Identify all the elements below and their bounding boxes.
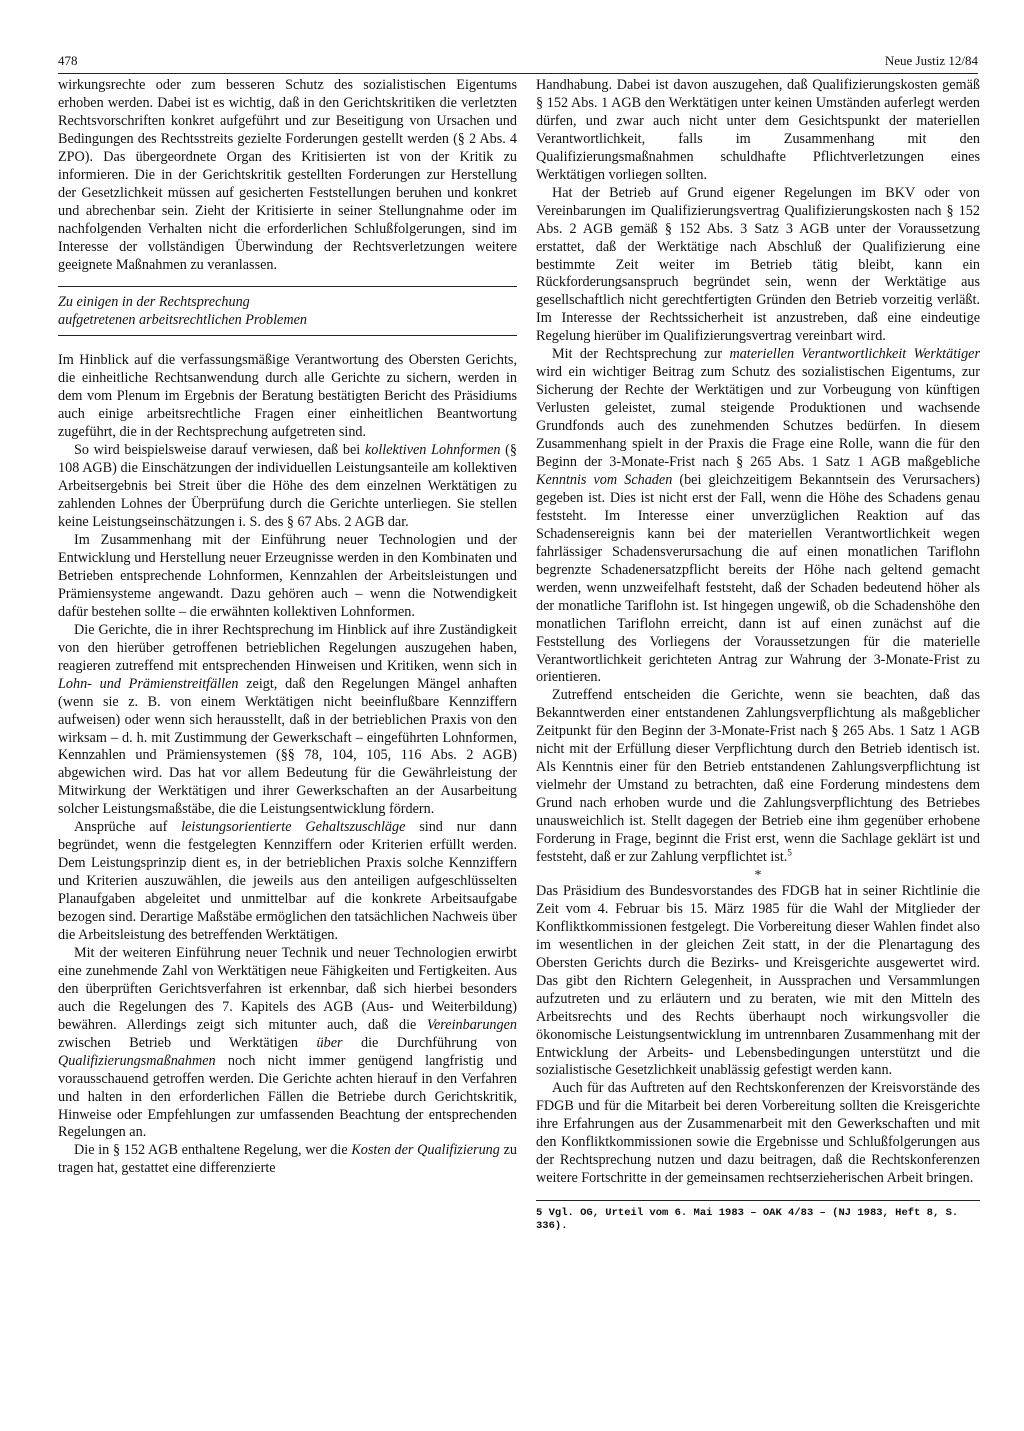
- emphasis: Kosten der Qualifizierung: [351, 1142, 500, 1159]
- section-heading-line-2: aufgetretenen arbeitsrechtlichen Problemen: [58, 312, 307, 329]
- left-paragraph-5: Die Gerichte, die in ihrer Rechtsprechung im Hinblick auf ihre Zuständigkeit von den hierüber getroffenen betrieblichen Regelungen auszugehen haben, reagieren zutreffend mit entsprechenden Hinweisen und Kritiken, wenn sich in Lohn- und Prämienstreitfällen zeigt, daß den Regelungen Mängel anhaften (wenn sie z. B. von einem Werktätigen nicht beeinflußbare Kennziffern aufweisen) oder wenn sich herausstellt, daß in der betrieblichen Praxis von den wirksam – d. h. mit Zustimmung der Gewerkschaft – eingeführten Lohnformen, Kennzahlen und Prämiensystemen (§§ 78, 104, 105, 116 Abs. 2 AGB) abgewichen wird. Das hat vor allem Bedeutung für die Gewährleistung der Mitwirkung der Werktätigen und ihrer Gewerkschaften an der Ausarbeitung solcher Leistungsmaßstäbe, die die Leistungsentwicklung fördern.: [58, 621, 517, 818]
- left-paragraph-1: wirkungsrechte oder zum besseren Schutz des sozialistischen Eigentums erhoben werden. Dabei ist es wichtig, daß in den Gerichtskritiken die verletzten Rechtsvorschriften konkret aufgeführt und zur Beseitigung von Ursachen und Bedingungen des Rechtsstreits gezielte Forderungen gestellt werden (§ 2 Abs. 4 ZPO). Das übergeordnete Organ des Kritisierten ist von der Kritik zu informieren. Die in der Gerichtskritik gestellten Forderungen zur Herstellung der Gesetzlichkeit müssen auf gesicherten Feststellungen beruhen und konkret und abrechenbar sein. Zieht der Kritisierte in seiner Stellungnahme oder im nachfolgenden Verhalten nicht die erforderlichen Schlußfolgerungen, sind im Interesse der vollständigen Überwindung der Rechtsverletzungen weitere geeignete Maßnahmen zu veranlassen.: [58, 77, 517, 273]
- left-paragraph-6: Ansprüche auf leistungsorientierte Gehaltszuschläge sind nur dann begründet, wenn die festgelegten Kennziffern oder Kriterien erfüllt werden. Dem Leistungsprinzip dient es, in der betrieblichen Praxis solche Kennziffern und Kriterien auszuwählen, die jeweils aus den anteiligen aufgeschlüsselten Planaufgaben abgeleitet und unmittelbar auf die konkrete Arbeitsaufgabe bezogen sind. Derartige Maßstäbe ermöglichen den tatsächlichen Nachweis über die Arbeitsleistung des betreffenden Werktätigen.: [58, 819, 517, 943]
- emphasis: Qualifizierungsmaßnahmen: [58, 1052, 216, 1069]
- left-paragraph-3: So wird beispielsweise darauf verwiesen, daß bei kollektiven Lohnformen (§ 108 AGB) die Einschätzungen der individuellen Leistungsanteile am kollektiven Arbeitsergebnis bei Streit über die Höhe des dem einzelnen Werktätigen zu zahlenden Lohnes der Überprüfung durch die Gerichte unterliegen. Sie stellen keine Leistungseinschätzungen i. S. des § 67 Abs. 2 AGB dar.: [58, 442, 517, 531]
- right-paragraph-5: Das Präsidium des Bundesvorstandes des FDGB hat in seiner Richtlinie die Zeit vom 4. Februar bis 15. März 1985 für die Wahl der Mitglieder der Konfliktkommissionen festgelegt. Die Vorbereitung dieser Wahlen findet also im wesentlichen in der gleichen Zeit statt, in der die Plenartagung des Obersten Gerichts durch die Bezirks- und Kreisgerichte ausgewertet wird. Das gibt den Richtern Gelegenheit, in Aussprachen und Versammlungen aufzutreten und zu erläutern und zu beraten, wie mit den Mitteln des Arbeitsrechts und des Rechts überhaupt noch wirkungsvoller die ökonomische Leistungsentwicklung im untrennbaren Zusammenhang mit der Entwicklung der Arbeits- und Lebensbedingungen unterstützt und die sozialistische Gesetzlichkeit unablässig gefestigt werden kann.: [536, 882, 980, 1079]
- page-number: 478: [58, 53, 78, 68]
- emphasis: über: [316, 1034, 343, 1051]
- header-rule: [58, 73, 978, 74]
- emphasis: materiellen Verantwortlichkeit Werktätiger: [729, 346, 980, 363]
- footnote-rule: [536, 1200, 980, 1201]
- page-header: [58, 50, 978, 72]
- right-paragraph-1: Handhabung. Dabei ist davon auszugehen, daß Qualifizierungskosten gemäß § 152 Abs. 1 AGB den Werktätigen unter keinen Umständen auferlegt werden dürfen, und zwar auch nicht unter dem Gesichtspunkt der materiellen Verantwortlichkeit, falls im Zusammenhang mit den Qualifizierungsmaßnahmen schuldhafte Pflichtverletzungen eines Werktätigen vorliegen sollten.: [536, 77, 980, 183]
- left-column: [58, 77, 517, 1178]
- right-paragraph-6: Auch für das Auftreten auf den Rechtskonferenzen der Kreisvorstände des FDGB und für die Mitarbeit bei deren Vorbereitung sollten die Kreisgerichte ihre Erfahrungen aus der Zusammenarbeit mit den Gewerkschaften und mit den Konfliktkommissionen sowie die Ergebnisse und Schlußfolgerungen aus der Rechtsprechung nutzen und dazu beitragen, daß die Rechtskonferenzen weitere Fortschritte in der gemeinsamen rechtserzieherischen Arbeit bringen.: [536, 1080, 980, 1187]
- emphasis: Kenntnis vom Schaden: [536, 471, 673, 488]
- journal-title: Neue Justiz 12/84: [884, 53, 978, 68]
- emphasis: Lohn- und Prämienstreitfällen: [58, 675, 239, 692]
- right-column: [536, 77, 980, 1233]
- section-separator-star: *: [754, 867, 762, 883]
- right-paragraph-2: Hat der Betrieb auf Grund eigener Regelungen im BKV oder von Vereinbarungen im Qualifizierungsvertrag Qualifizierungskosten nach § 152 Abs. 2 AGB gemäß § 152 Abs. 3 Satz 3 AGB unter der Voraussetzung erstattet, daß der Werktätige nach Abschluß der Qualifizierung eine bestimmte Zeit weiter im Betrieb tätig bleibt, kann ein Rückforderungsanspruch begründet sein, wenn der Werktätige aus gesellschaftlich nicht gerechtfertigten Gründen den Betrieb vorzeitig verläßt. Im Interesse der Rechtssicherheit ist anzustreben, daß eine eindeutige Regelung hierüber im Qualifizierungsvertrag vereinbart wird.: [536, 184, 980, 345]
- section-heading: [58, 286, 517, 336]
- emphasis: leistungsorientierte Gehaltszuschläge: [181, 819, 406, 836]
- right-paragraph-4: Zutreffend entscheiden die Gerichte, wenn sie beachten, daß das Bekanntwerden einer entstandenen Zahlungsverpflichtung als maßgeblicher Zeitpunkt für den Beginn der 3-Monate-Frist nach § 265 Abs. 1 Satz 1 AGB nicht mit der Erfüllung dieser Verpflichtung durch den Betrieb identisch ist. Als Kenntnis einer für den Betrieb entstandenen Zahlungsverpflichtung ist vielmehr der Umstand zu betrachten, daß eine Forderung mindestens dem Grund nach erhoben wurde und die Zahlungsverpflichtung des Betriebes unausweichlich ist. Stellt dagegen der Betrieb eine ihm gegenüber erhobene Forderung in Frage, beginnt die Frist erst, wenn die Sachlage geklärt ist und feststeht, daß er zur Zahlung verpflichtet ist.$^5$: [536, 687, 980, 865]
- footnote-reference[interactable]: 5: [787, 847, 792, 858]
- left-paragraph-4: Im Zusammenhang mit der Einführung neuer Technologien und der Entwicklung und Herstellung neuer Erzeugnisse werden in den Kombinaten und Betrieben entsprechende Lohnformen, Kennzahlen der Arbeitsleistungen und Prämiensysteme angewandt. Dazu gehören auch – wenn die Notwendigkeit dafür bestehen sollte – die erwähnten kollektiven Lohnformen.: [58, 532, 517, 620]
- right-paragraph-3: Mit der Rechtsprechung zur materiellen Verantwortlichkeit Werktätiger wird ein wichtiger Beitrag zum Schutz des sozialistischen Eigentums, zur Sicherung der Rechte der Werktätigen und zur Vorbeugung von künftigen Verlusten geleistet, zumal steigende Produktionen und wachsende Grundfonds auch des zunehmenden Schutzes bedürfen. In diesem Zusammenhang spielt in der Praxis die Frage eine Rolle, wann die für den Beginn der 3-Monate-Frist nach § 265 Abs. 1 Satz 1 AGB maßgebliche Kenntnis vom Schaden (bei gleichzeitigem Bekanntsein des Verursachers) gegeben ist. Dies ist nicht erst der Fall, wenn die Höhe des Schadens genau feststeht. Im Interesse einer unverzüglichen Reaktion auf das Schadensereignis kann bei der materiellen Verantwortlichkeit wegen fahrlässiger Schadensverursachung die auf einen monatlichen Tariflohn begrenzte Schadenersatzpflicht bereits der Höhe nach geltend gemacht werden, wenn unzweifelhaft feststeht, daß der Schaden bedeutend höher als der monatliche Tariflohn ist. Ist hingegen ungewiß, ob die Schadenshöhe den monatlichen Tariflohn erreicht, dann ist auf einen zunächst auf die Feststellung des Vorliegens der Voraussetzungen für die materielle Verantwortlichkeit gerichteten Antrag zur Wahrung der 3-Monate-Frist zu orientieren.: [536, 346, 980, 686]
- left-paragraph-2: Im Hinblick auf die verfassungsmäßige Verantwortung des Obersten Gerichts, die einheitliche Rechtsanwendung durch alle Gerichte zu sichern, werden in dem vom Plenum im Ergebnis der Beratung bestätigten Bericht des Präsidiums auch einige arbeitsrechtliche Fragen einer einheitlichen Beantwortung zugeführt, die in der Rechtsprechung aufgetreten sind.: [58, 352, 517, 441]
- section-heading-line-1: Zu einigen in der Rechtsprechung: [58, 294, 250, 311]
- footnote: 5 Vgl. OG, Urteil vom 6. Mai 1983 – OAK 4/83 – (NJ 1983, Heft 8, S. 336).: [536, 1207, 959, 1233]
- emphasis: Vereinbarungen: [426, 1016, 517, 1033]
- left-paragraph-7: Mit der weiteren Einführung neuer Technik und neuer Technologien erwirbt eine zunehmende Zahl von Werktätigen neue Fähigkeiten und Fertigkeiten. Aus den überprüften Gerichtsverfahren ist erkennbar, daß sich hierbei besonders auch die Regelungen des 7. Kapitels des AGB (Aus- und Weiterbildung) bewähren. Allerdings zeigt sich mitunter auch, daß die Vereinbarungen zwischen Betrieb und Werktätigen über die Durchführung von Qualifizierungsmaßnahmen noch nicht immer genügend langfristig und vorausschauend getroffen werden. Die Gerichte achten hierauf in den Verfahren und halten in den erforderlichen Fällen die Betriebe durch Gerichtskritik, Hinweise oder Empfehlungen zur umfassenden Beachtung der entsprechenden Regelungen an.: [58, 944, 517, 1141]
- left-paragraph-8: Die in § 152 AGB enthaltene Regelung, wer die Kosten der Qualifizierung zu tragen hat, gestattet eine differenzierte: [58, 1142, 517, 1177]
- emphasis: kollektiven Lohnformen: [364, 442, 501, 459]
